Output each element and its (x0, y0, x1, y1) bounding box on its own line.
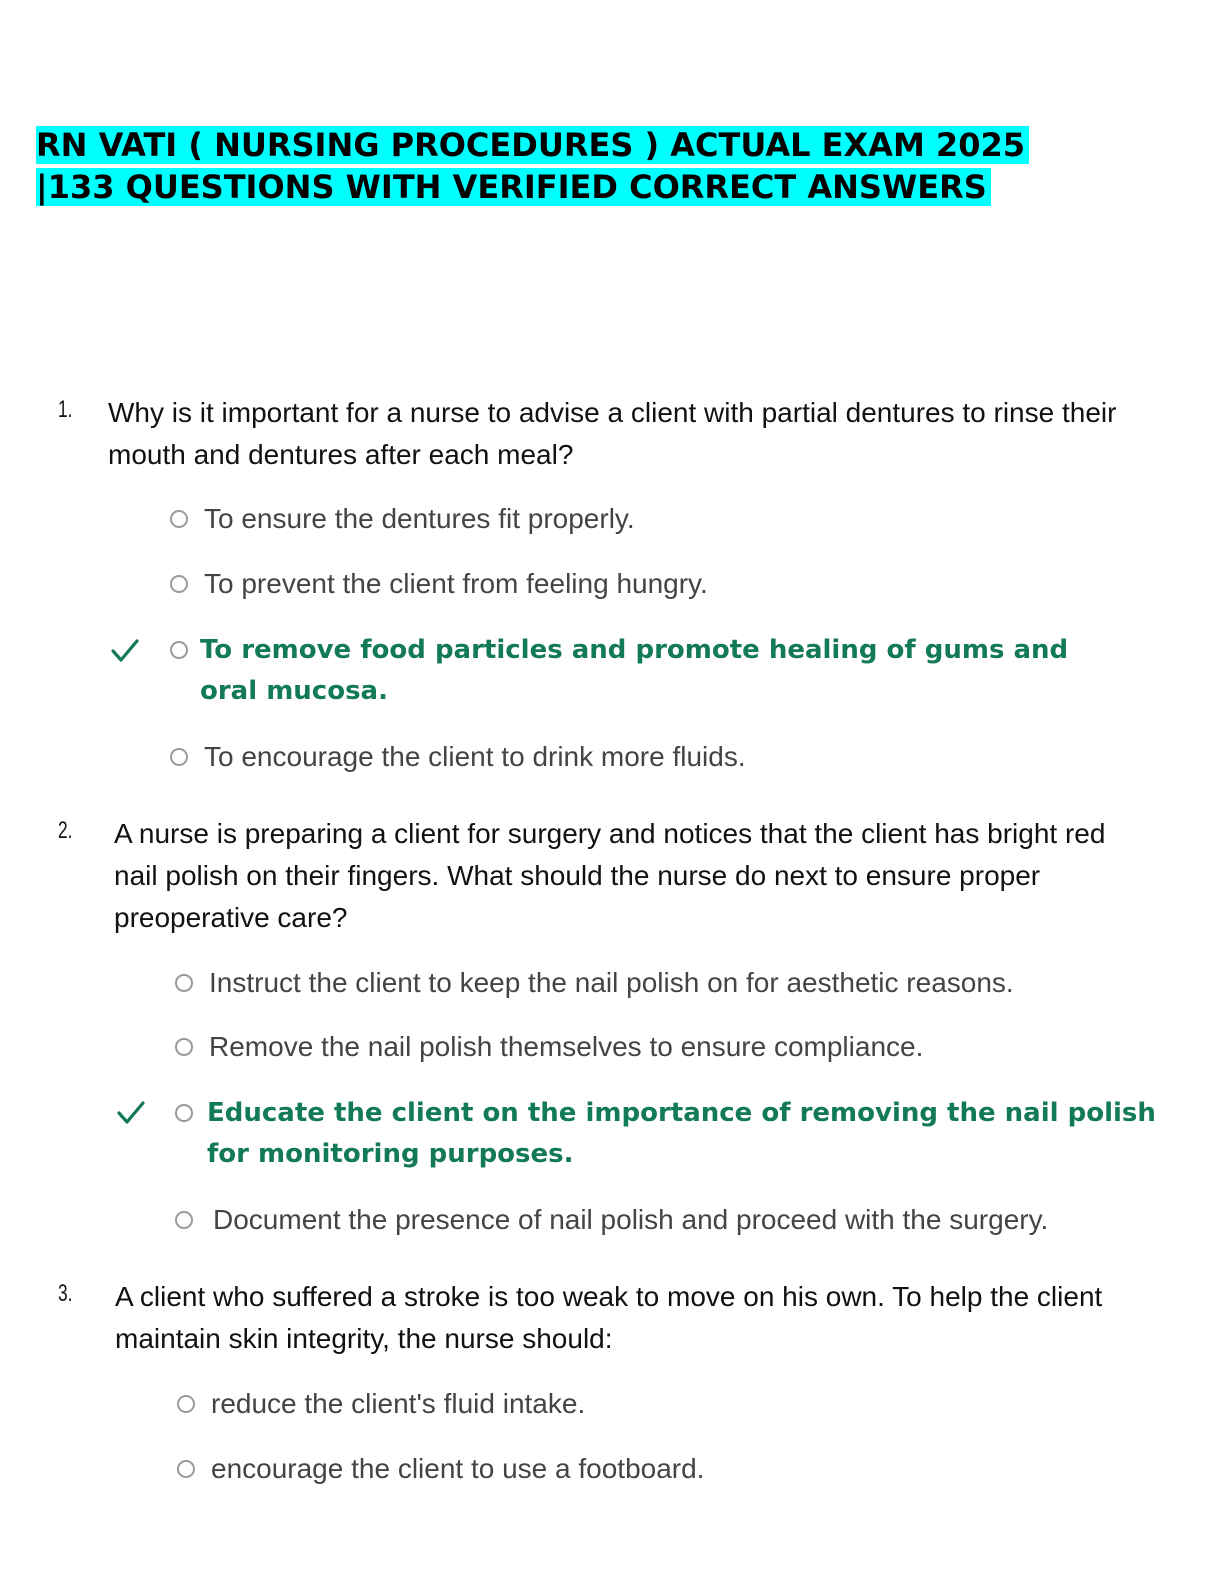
radio-circle-icon[interactable] (177, 1395, 195, 1413)
option-text: To prevent the client from feeling hungry. (204, 568, 708, 599)
check-icon (116, 1098, 146, 1128)
question-text: Why is it important for a nurse to advise a client with partial dentures to rinse their mouth and dentures after each meal? (108, 397, 1117, 470)
option-text: To ensure the dentures fit properly. (204, 503, 635, 534)
question-number: 3. (58, 1280, 73, 1307)
radio-circle-icon[interactable] (170, 575, 188, 593)
check-icon (110, 636, 140, 666)
option-text: To encourage the client to drink more fluids. (204, 741, 746, 772)
radio-circle-icon[interactable] (170, 641, 188, 659)
document-title (36, 124, 1186, 208)
question-number: 2. (58, 817, 73, 844)
radio-circle-icon[interactable] (175, 1211, 193, 1229)
radio-circle-icon[interactable] (175, 974, 193, 992)
option-text: Document the presence of nail polish and proceed with the surgery. (213, 1204, 1049, 1235)
radio-circle-icon[interactable] (177, 1460, 195, 1478)
radio-circle-icon[interactable] (175, 1038, 193, 1056)
radio-circle-icon[interactable] (175, 1104, 193, 1122)
question-number: 1. (58, 396, 73, 423)
radio-circle-icon[interactable] (170, 510, 188, 528)
question-text: A client who suffered a stroke is too weak to move on his own. To help the client maintain skin integrity, the nurse should: (115, 1281, 1103, 1354)
option-text: To remove food particles and promote healing of gums and oral mucosa. (200, 635, 1069, 706)
option-text: Educate the client on the importance of removing the nail polish for monitoring purposes. (207, 1098, 1156, 1169)
title-line-2: |133 QUESTIONS WITH VERIFIED CORRECT ANSWERS (36, 168, 991, 206)
radio-circle-icon[interactable] (170, 748, 188, 766)
option-text: Instruct the client to keep the nail polish on for aesthetic reasons. (209, 967, 1014, 998)
option-text: encourage the client to use a footboard. (211, 1453, 705, 1484)
question-text: A nurse is preparing a client for surgery and notices that the client has bright red nail polish on their fingers. What should the nurse do next to ensure proper preoperative care? (114, 818, 1106, 933)
option-text: Remove the nail polish themselves to ensure compliance. (209, 1031, 924, 1062)
title-line-1: RN VATI ( NURSING PROCEDURES ) ACTUAL EXAM 2025 (36, 126, 1029, 164)
option-text: reduce the client's fluid intake. (211, 1388, 586, 1419)
